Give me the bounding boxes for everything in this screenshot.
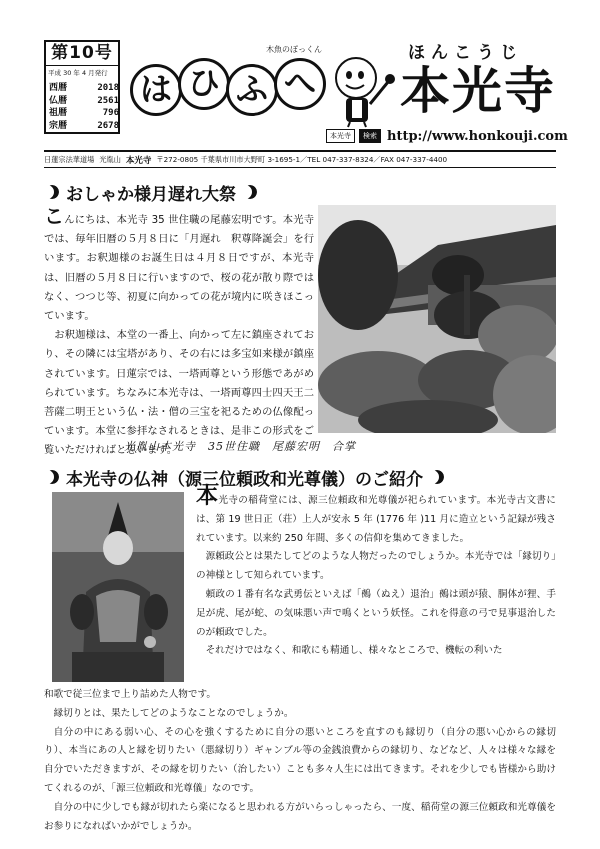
- mascot-mokugyo-icon: [326, 54, 398, 128]
- era-value: 2678: [97, 120, 119, 131]
- logo-char-ha: は: [130, 64, 182, 116]
- section1-paragraph-1-text: んにちは、本光寺 35 世住職の尾藤宏明です。本光寺では、毎年旧暦の５月８日に「月遅れ 釈尊降誕会」を行います。お釈迦様のお誕生日は４月８日ですが、本光寺は、旧暦の５月８日に行いますので、桜の花が散り際ではなく、つつじ等、初夏に向かっての花が境内に咲きほこっています。: [44, 214, 315, 323]
- crescent-moon-icon: [429, 469, 445, 485]
- crescent-moon-icon: [242, 184, 258, 200]
- section2-paragraph-5: 縁切りとは、果たしてどのようなことなのでしょうか。: [53, 707, 294, 719]
- era-row-founder: [49, 107, 119, 120]
- temple-title: 本光寺: [400, 61, 556, 120]
- era-value: 796: [102, 108, 119, 118]
- section1-paragraph-1: [44, 204, 315, 326]
- url-row: [326, 126, 568, 146]
- era-row-buddhist: [49, 95, 119, 108]
- issue-box: [44, 40, 120, 134]
- era-list: [49, 82, 119, 132]
- temple-garden-photo: [318, 205, 556, 433]
- section2-continued: [44, 686, 556, 836]
- section2-paragraph-3: 頼政の１番有名な武勇伝といえば「鵺（ぬえ）退治」鵺は頭が猿、胴体が狸、手足が虎、尾が蛇、の気味悪い声で鳴くという妖怪。これを得意の弓で見事退治したのが頼政でした。: [196, 588, 556, 638]
- mountain-name: 光胤山: [99, 154, 121, 164]
- section2-heading: [44, 465, 445, 489]
- deity-statue-photo: [52, 492, 184, 682]
- era-label: 西暦: [49, 83, 68, 93]
- sect-name: 日蓮宗法華道場: [44, 154, 95, 164]
- signature: 光胤山本光寺 35世住職 尾藤宏明 合掌: [124, 440, 356, 453]
- section2-paragraph-1-text: 光寺の稲荷堂には、源三位頼政和光尊儀が祀られています。本光寺古文書には、第 19 世日正（荘）上人が安永 5 年 (1776 年 )11 月に造立という記録が残されています。以来約 250 年間、多くの信仰を集めてきました。: [196, 495, 556, 544]
- era-row-sect: [49, 120, 119, 133]
- title-kana: ほんこうじ: [408, 43, 523, 63]
- issue-number: 第10号: [46, 42, 118, 66]
- era-label: 祖暦: [49, 108, 68, 118]
- era-label: 宗暦: [49, 120, 68, 131]
- address-bar: [44, 150, 556, 168]
- temple-name: 本光寺: [125, 155, 152, 166]
- issue-date: 平成 30 年 4 月発行: [48, 69, 108, 77]
- section2-title: 本光寺の仏神（源三位頼政和光尊儀）のご紹介: [66, 469, 423, 490]
- era-row-western: [49, 82, 119, 95]
- section2-paragraph-1: [196, 484, 556, 548]
- logo-char-he: へ: [274, 58, 326, 110]
- section1-paragraph-2: お釈迦様は、本堂の一番上、向かって左に鎮座されており、その隣には宝塔があり、その右には多宝如来様が鎮座されています。日蓮宗では、一塔両尊という形態であがめられています。ちなみに本光寺は、一塔両尊四士四天王二菩薩二明王という仏・法・僧の三宝を祀るための仏像配っています。本堂に参拝なされるときは、是非この形式をご覧いただければと思います。: [44, 329, 314, 457]
- mascot-label: 木魚のぽっくん: [266, 45, 322, 54]
- section2-paragraph-7: 自分の中に少しでも縁が切れたら楽になると思われる方がいらっしゃったら、一度、稲荷堂の源三位頼政和光尊儀をお参りになればいかがでしょうか。: [44, 801, 556, 832]
- logo-char-fu: ふ: [226, 64, 278, 116]
- section1-heading: [44, 180, 258, 204]
- section1-body: [44, 204, 315, 461]
- crescent-moon-icon: [44, 469, 60, 485]
- website-url-link[interactable]: http://www.honkouji.com: [387, 128, 568, 144]
- era-value: 2561: [97, 95, 119, 106]
- era-value: 2018: [97, 83, 119, 93]
- section2-paragraph-4-cont: 和歌で従三位まで上り詰めた人物です。: [44, 689, 216, 700]
- section2-dropcap: 本: [196, 484, 219, 509]
- era-label: 仏暦: [49, 95, 68, 106]
- contact-address: 〒272-0805 千葉県市川市大野町 3-1695-1／TEL 047-337-8324／FAX 047-337-4400: [156, 154, 448, 164]
- section1-dropcap: こ: [44, 204, 65, 228]
- section1-title: おしゃか様月遅れ大祭: [66, 184, 236, 205]
- logo-char-hi: ひ: [178, 58, 230, 110]
- section2-paragraph-2: 源頼政公とは果たしてどのような人物だったのでしょうか。本光寺では「縁切り」の神様として知られています。: [196, 551, 556, 582]
- section2-paragraph-4: それだけではなく、和歌にも精通し、様々なところで、機転の利いた: [205, 645, 503, 657]
- crescent-moon-icon: [44, 184, 60, 200]
- section2-paragraph-6: 自分の中にある弱い心、その心を強くするために自分の悪いところを直すのも縁切り（自分の悪い心からの縁切り）、本当にあの人と縁を切りたい（悪縁切り）ギャンブル等の金銭浪費からの縁切り、などなど、人々は様々な縁を自分でいただきますが、その縁を切りたい（治したい）ことも多々人生には出てきます。それを少しでも皆様から助けてくれるのが、「源三位頼政和光尊儀」なのです。: [44, 726, 556, 794]
- section2-lead: [196, 484, 556, 661]
- search-tag-temple: 本光寺: [326, 129, 355, 143]
- search-tag-button[interactable]: 検索: [359, 129, 381, 143]
